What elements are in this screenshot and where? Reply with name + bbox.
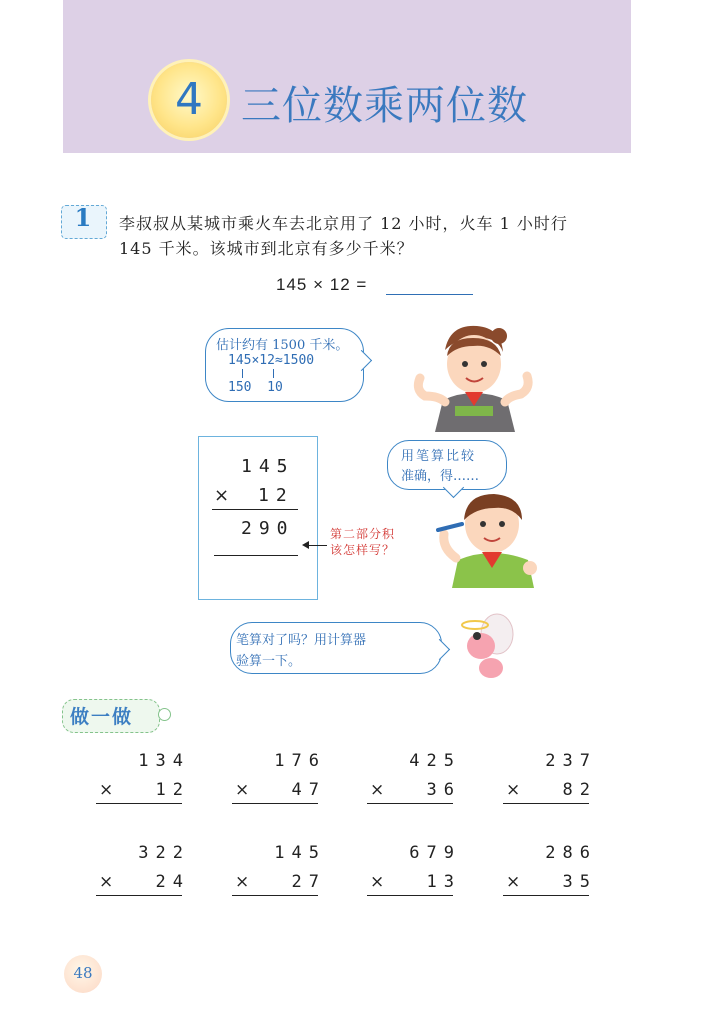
problem-text-line-1: 李叔叔从某城市乘火车去北京用了 12 小时，火车 1 小时行 (119, 214, 568, 233)
pen-text-line-1: 用笔算比较 (401, 449, 477, 464)
estimate-expression: 145×12≈1500 (228, 353, 315, 368)
estimate-text: 估计约有 1500 千米。 (216, 338, 349, 353)
practice-operator: × (235, 780, 250, 800)
practice-problem (367, 751, 467, 811)
practice-answer-line[interactable] (96, 895, 182, 896)
practice-operator: × (370, 780, 385, 800)
calc-blank-line[interactable] (214, 555, 298, 556)
boy-illustration (436, 488, 541, 588)
rounding-tick (242, 369, 243, 378)
pen-text-line-2: 准确，得…… (401, 469, 480, 484)
rounding-tick (273, 369, 274, 378)
practice-multiplicand: 134 (138, 751, 190, 771)
calc-operator: × (214, 485, 230, 506)
practice-multiplicand: 237 (545, 751, 597, 771)
practice-multiplicand: 145 (274, 843, 326, 863)
calc-multiplicand: 145 (241, 456, 295, 477)
arrow-head-icon (302, 541, 309, 549)
answer-blank[interactable] (386, 294, 473, 295)
page-number: 48 (73, 964, 93, 982)
practice-problem (96, 843, 196, 903)
equation: 145 × 12 = (276, 275, 368, 294)
practice-problem (96, 751, 196, 811)
practice-operator: × (99, 872, 114, 892)
practice-decoration-dot (158, 708, 171, 721)
practice-answer-line[interactable] (96, 803, 182, 804)
check-text-line-1: 笔算对了吗？用计算器 (236, 633, 367, 648)
hint-text-line-1: 第二部分积 (330, 527, 396, 541)
practice-multiplier: 35 (562, 872, 597, 892)
calc-rule (212, 509, 298, 510)
practice-problem (503, 751, 603, 811)
practice-multiplier: 13 (426, 872, 461, 892)
chapter-number: 4 (175, 74, 203, 125)
hint-text-line-2: 该怎样写？ (330, 543, 396, 557)
practice-problem (503, 843, 603, 903)
practice-problem (367, 843, 467, 903)
check-text-line-2: 验算一下。 (236, 654, 302, 669)
practice-operator: × (235, 872, 250, 892)
practice-answer-line[interactable] (232, 895, 318, 896)
practice-answer-line[interactable] (367, 803, 453, 804)
practice-operator: × (370, 872, 385, 892)
calc-multiplier: 12 (258, 485, 294, 506)
practice-answer-line[interactable] (232, 803, 318, 804)
practice-multiplier: 24 (155, 872, 190, 892)
practice-multiplicand: 322 (138, 843, 190, 863)
chapter-title: 三位数乘两位数 (241, 83, 528, 129)
practice-operator: × (506, 872, 521, 892)
cherub-illustration (445, 612, 520, 687)
girl-illustration (405, 322, 535, 432)
practice-multiplier: 47 (291, 780, 326, 800)
practice-multiplier: 36 (426, 780, 461, 800)
calc-partial-product: 290 (241, 518, 295, 539)
practice-label: 做一做 (70, 706, 134, 728)
practice-answer-line[interactable] (503, 803, 589, 804)
practice-operator: × (506, 780, 521, 800)
problem-number: 1 (74, 203, 92, 232)
practice-multiplier: 12 (155, 780, 190, 800)
practice-multiplicand: 679 (409, 843, 461, 863)
problem-text-line-2: 145 千米。该城市到北京有多少千米？ (119, 239, 414, 258)
practice-problem (232, 843, 332, 903)
practice-answer-line[interactable] (503, 895, 589, 896)
practice-problem (232, 751, 332, 811)
estimate-rounded-values: 150 10 (228, 380, 283, 395)
practice-answer-line[interactable] (367, 895, 453, 896)
practice-multiplicand: 176 (274, 751, 326, 771)
practice-operator: × (99, 780, 114, 800)
practice-multiplier: 82 (562, 780, 597, 800)
practice-multiplicand: 425 (409, 751, 461, 771)
practice-multiplicand: 286 (545, 843, 597, 863)
practice-multiplier: 27 (291, 872, 326, 892)
